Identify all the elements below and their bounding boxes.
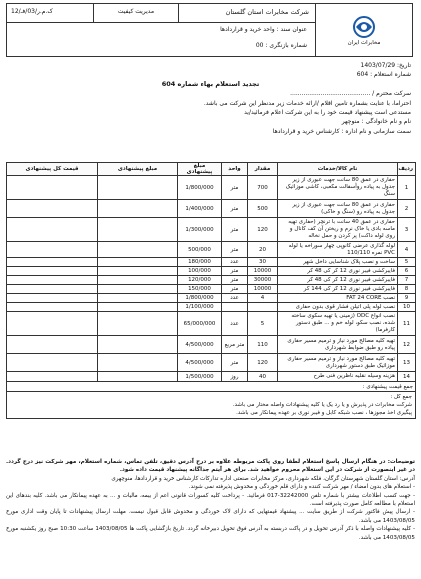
row-number: 13 [398, 354, 416, 372]
form-code: ک.م.ر/03/فـ/12 [11, 8, 53, 15]
row-number: 3 [398, 218, 416, 242]
table-row [7, 294, 416, 303]
item-description: تهیه کلیه مصالح مورد نیاز و ترمیم مسیر حفاری موزائیک طبق دستور شهرداری [278, 354, 398, 372]
row-number: 7 [398, 276, 416, 285]
quality-label: مدیریت کیفیت [93, 4, 178, 22]
row-number: 10 [398, 303, 416, 312]
footer-notes [6, 458, 415, 542]
footer-line: - استعلام های بدون امضاء / مهر شرکت کننده و دارای قلم خوردگی و مخدوش پذیرفته نمی شوند. [188, 484, 415, 491]
footer-line: توضیحات: در هنگام ارسال پاسخ استعلام لطفا روی پاکت مربوطه علاوه بر درج آدرس دقیق، تلفن تماس، شماره استعلام، مهر شرکت نیز درج گردد. در غیر اینصورت از شرکت در این استعلام محروم خواهید شد. برای هر آیتم جداگانه پیشنهاد قیمت داده شود. [6, 459, 415, 474]
offer-price-cell [98, 200, 178, 218]
row-number: 8 [398, 285, 416, 294]
item-description: حفاری در عمق 80 سانت جهت عبوری از زیر جدول به پیاده روآسفالت مکعبی، کاشی موزائیک سنگ [278, 176, 398, 200]
item-unit: متر [222, 267, 248, 276]
offer-price-cell [98, 276, 178, 285]
total-price-cell [7, 200, 98, 218]
item-description: هزینه وسیله نقلیه ناظرین فنی طرح [278, 372, 398, 382]
item-unit-price: 1/800/000 [178, 294, 222, 303]
item-unit-price: 65/000/000 [178, 312, 222, 336]
inquiry-title: تجدید استعلام بهاء شماره 604 [161, 79, 260, 88]
item-unit: عدد [222, 258, 248, 267]
item-unit-price: 180/000 [178, 258, 222, 267]
table-row [7, 176, 416, 200]
item-quantity: 120 [248, 354, 278, 372]
items-table [6, 162, 416, 419]
total-price-cell [7, 372, 98, 382]
total-price-cell [7, 242, 98, 258]
offer-price-cell [98, 176, 178, 200]
table-row [7, 336, 416, 354]
table-header-row [7, 163, 416, 176]
total-price-cell [7, 336, 98, 354]
table-row [7, 218, 416, 242]
total-price-cell [7, 218, 98, 242]
table-row [7, 285, 416, 294]
item-quantity: 120 [248, 218, 278, 242]
item-unit: متر [222, 285, 248, 294]
item-unit: متر [222, 218, 248, 242]
item-quantity: 40 [248, 372, 278, 382]
item-quantity: 500 [248, 200, 278, 218]
offer-price-cell [98, 258, 178, 267]
offer-price-cell [98, 303, 178, 312]
item-description: حفاری در عمق 80 سانت جهت عبوری از زیر جدول به پیاده رو (سنگ و خاکی) [278, 200, 398, 218]
row-number: 1 [398, 176, 416, 200]
item-unit-price: 150/000 [178, 285, 222, 294]
grand-total-label: جمع کل : [390, 394, 412, 400]
notes-row [7, 392, 416, 419]
item-unit: متر [222, 242, 248, 258]
footer-line: آدرس: استان گلستان شهرستان گرگان، فلکه شهرداری، مرکز مخابرات صنعتی اداره تدارکات کارشناس خرید و قراردادها، منوچهری [111, 475, 415, 482]
table-row [7, 200, 416, 218]
item-unit-price: 1/800/000 [178, 176, 222, 200]
offer-price-cell [98, 294, 178, 303]
total-price-cell [7, 276, 98, 285]
document-header [6, 3, 413, 57]
note-1: شرکت مخابرات در پذیرش و یا رد یک یا کلیه پیشنهادات واصله مختار می باشد. [232, 402, 412, 408]
row-number: 4 [398, 242, 416, 258]
sum-label: جمع قیمت پیشنهادی : [7, 382, 416, 392]
total-price-cell [7, 285, 98, 294]
offer-price-cell [98, 242, 178, 258]
revision-number: شماره بازنگری : 00 [255, 42, 307, 50]
offer-price-cell [98, 285, 178, 294]
item-quantity: 10000 [248, 267, 278, 276]
col-offer: مبلغ پیشنهادی [98, 163, 178, 176]
table-row [7, 372, 416, 382]
item-unit-price: 100/000 [178, 267, 222, 276]
sum-row [7, 382, 416, 392]
logo-caption: مخابرات ایران [347, 39, 381, 46]
item-unit-price: 1/100/000 [178, 303, 222, 312]
logo-cell [315, 4, 412, 56]
total-price-cell [7, 303, 98, 312]
item-unit-price: 4/500/000 [178, 336, 222, 354]
col-desc: نام کالا/خدمات [278, 163, 398, 176]
offer-price-cell [98, 354, 178, 372]
item-unit: متر [222, 176, 248, 200]
item-unit-price: 1/500/000 [178, 372, 222, 382]
request-line: مستدعی است پیشنهاد قیمت خود را به این شرکت اعلام فرمائید/ید [244, 109, 411, 117]
item-unit-price: 1/300/000 [178, 218, 222, 242]
item-unit-price: 1/400/000 [178, 200, 222, 218]
col-total: قیمت کل پیشنهادی [7, 163, 98, 176]
item-unit-price: 120/000 [178, 276, 222, 285]
item-quantity: 5 [248, 312, 278, 336]
total-price-cell [7, 294, 98, 303]
contact-name: نام و نام خانوادگی : منوچهر [341, 118, 411, 126]
item-unit [222, 303, 248, 312]
table-row [7, 258, 416, 267]
table-row [7, 267, 416, 276]
item-quantity: 110 [248, 336, 278, 354]
table-row [7, 312, 416, 336]
item-unit-price: 500/000 [178, 242, 222, 258]
offer-price-cell [98, 312, 178, 336]
offer-price-cell [98, 372, 178, 382]
item-description: نصب لوله پلی اتیلن فشار قوی بدون حفاری [278, 303, 398, 312]
item-description: فایبرکشی فیبر نوری 12 کر کی 48 کر [278, 267, 398, 276]
row-number: 9 [398, 294, 416, 303]
table-row [7, 242, 416, 258]
item-quantity: 4 [248, 294, 278, 303]
total-price-cell [7, 267, 98, 276]
intro-line: احتراما، با عنایت بشماره تامین اقلام /ارائه خدمات زیر مدنظر این شرکت می باشد. [203, 99, 411, 107]
table-row [7, 303, 416, 312]
item-description: نصب FAT 24 CORE [278, 294, 398, 303]
offer-price-cell [98, 336, 178, 354]
offer-price-cell [98, 218, 178, 242]
total-price-cell [7, 312, 98, 336]
item-description: لوله گذاری عرضی کانوپی چهار سوراخه یا لوله PVC نمره 110/110 [278, 242, 398, 258]
col-unit-price: مبلغ پیشنهادی [178, 163, 222, 176]
col-unit: واحد [222, 163, 248, 176]
item-unit: متر مربع [222, 336, 248, 354]
footer-line: - جهت کسب اطلاعات بیشتر با شماره تلفن 32242000-017 فرمائید. - پرداخت کلیه کسورات قانونی اعم از بیمه، مالیات و ... به عهده پیمانکار می باشد. کلیه بندهای این استعلام با مطالعه کامل صورت پذیرفته است. [6, 492, 415, 508]
footer-line: - کلیه پیشنهادات واصله با ذکر آدرس تحویل و در پاکت دربسته به آدرس فوق تحویل دبیرخانه گردد. تاریخ بازگشایی پاکت ها 1403/08/05 ساعت 10:30 صبح روز یکشنبه مورخ 1403/08/05 می باشد. [6, 526, 415, 541]
inquiry-date: تاریخ: 1403/07/29 [360, 62, 411, 69]
col-row: ردیف [398, 163, 416, 176]
inquiry-meta [10, 61, 411, 136]
item-description: فایبرکشی فیبر نوری 12 کر کی 144 کر [278, 285, 398, 294]
item-quantity: 20 [248, 242, 278, 258]
total-price-cell [7, 354, 98, 372]
total-price-cell [7, 258, 98, 267]
telecom-logo-icon [350, 15, 378, 39]
note-2: پیگیری اخذ مجوزها ، نصب شبکه کابل و فیبر نوری بر عهده پیمانکار می باشد. [236, 410, 412, 416]
item-unit: متر [222, 276, 248, 285]
item-description: نصب انواع ODC (زمینی یا تهیه سکوی ساخته شده، نصب سکو، لوله خم و ... طبق دستور کارفرما) [278, 312, 398, 336]
item-quantity: 30000 [248, 276, 278, 285]
item-unit: عدد [222, 294, 248, 303]
item-description: تهیه کلیه مصالح مورد نیاز و ترمیم مسیر حفاری پیاده رو طبق ضوابط شهرداری [278, 336, 398, 354]
org-name: شرکت مخابرات استان گلستان [178, 4, 315, 22]
table-row [7, 354, 416, 372]
item-unit: عدد [222, 312, 248, 336]
item-quantity: 30 [248, 258, 278, 267]
row-number: 2 [398, 200, 416, 218]
row-number: 12 [398, 336, 416, 354]
recipient-line: سرکت محترم / .......................................... [290, 90, 411, 98]
contact-position: سمت سازمانی و نام اداره : کارشناس خرید و قراردادها [272, 127, 411, 135]
item-unit-price: 4/500/000 [178, 354, 222, 372]
document-page [6, 3, 415, 573]
col-qty: مقدار [248, 163, 278, 176]
item-description: ساخت و نصب پلاک شناسایی داخل شهر [278, 258, 398, 267]
row-number: 11 [398, 312, 416, 336]
item-quantity: 700 [248, 176, 278, 200]
table-row [7, 276, 416, 285]
offer-price-cell [98, 267, 178, 276]
row-number: 6 [398, 267, 416, 276]
footer-line: - ارسال پیش فاکتور شرکت از طریق سایت ... پیشنهاد قیمتهایی که دارای لاک خوردگی و مخدوش قابل قبول نیست. مهلت ارسال پیشنهادات تا پایان وقت اداری مورخ 1403/08/05 می باشد. [6, 509, 415, 524]
doc-title: عنوان سند : واحد خرید و قراردادها [220, 25, 307, 33]
item-quantity: 10000 [248, 285, 278, 294]
item-quantity [248, 303, 278, 312]
item-unit: متر [222, 200, 248, 218]
item-unit: روز [222, 372, 248, 382]
total-price-cell [7, 176, 98, 200]
header-info [7, 4, 315, 56]
item-description: فایبرکشی فیبر نوری 12 کر کی 48 کر [278, 276, 398, 285]
item-unit: متر [222, 354, 248, 372]
row-number: 5 [398, 258, 416, 267]
row-number: 14 [398, 372, 416, 382]
item-description: حفاری در عمق 40 سانت با ترنچر (حفاری تهیه ماسه بادی یا خاک نرم و ریختن آن کف کانال و روی لوله داکت) پر کردن و حمل نخاله [278, 218, 398, 242]
inquiry-number: شماره استعلام : 604 [356, 71, 411, 79]
